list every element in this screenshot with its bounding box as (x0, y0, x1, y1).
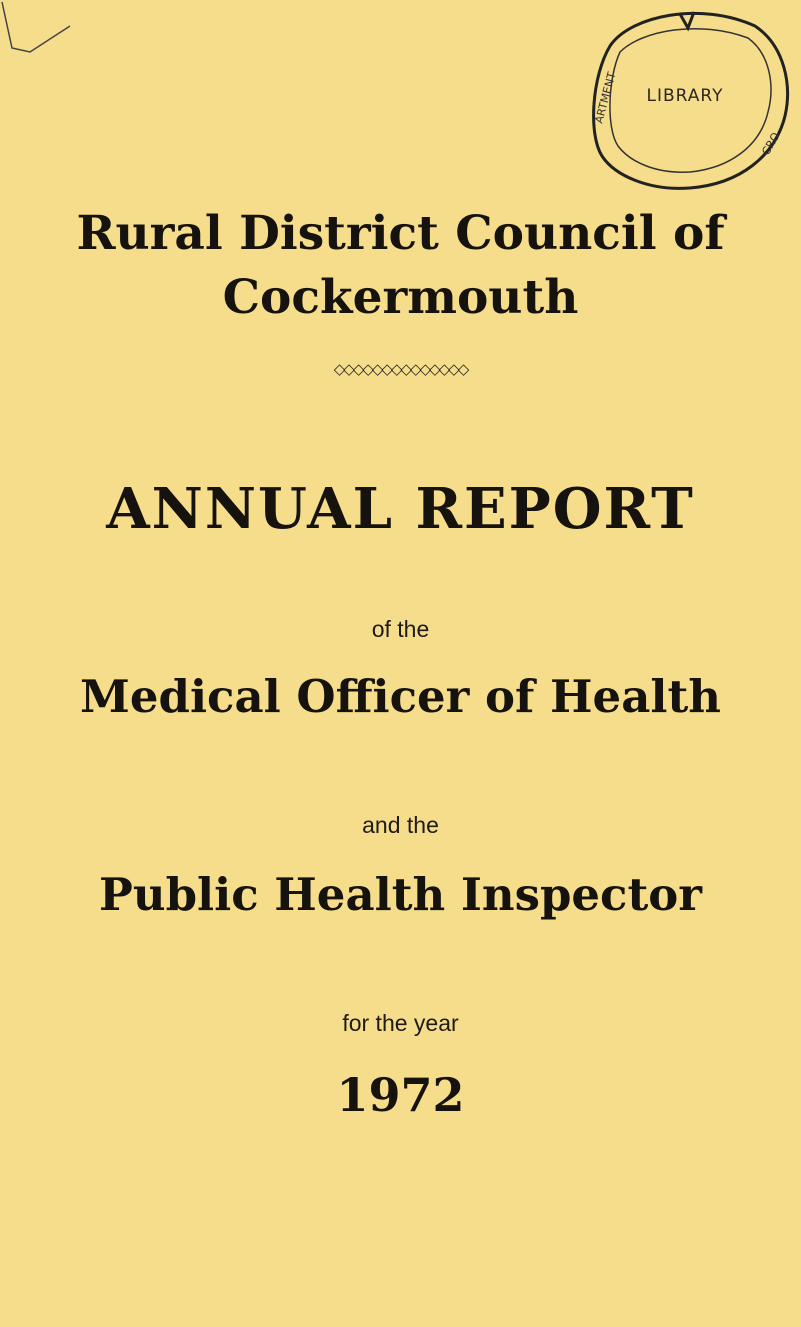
svg-text:ARTMENT: ARTMENT (592, 70, 619, 125)
of-the-text: of the (371, 616, 430, 642)
diamond-ornament-divider: ◇◇◇◇◇◇◇◇◇◇◇◇◇◇ (333, 360, 468, 378)
and-the-text: and the (362, 812, 439, 838)
svg-text:CRO: CRO (759, 130, 783, 158)
medical-officer-title: Medical Officer of Health (80, 670, 721, 723)
library-stamp-label: LIBRARY (646, 86, 724, 106)
for-the-year-text: for the year (342, 1010, 459, 1036)
report-heading: ANNUAL REPORT (106, 476, 695, 542)
council-name-line-2: Cockermouth (222, 270, 579, 325)
report-year: 1972 (336, 1068, 465, 1122)
library-stamp (580, 6, 790, 192)
health-inspector-title: Public Health Inspector (99, 868, 702, 921)
council-name-line-1: Rural District Council of (76, 206, 725, 261)
corner-mark (0, 0, 80, 80)
